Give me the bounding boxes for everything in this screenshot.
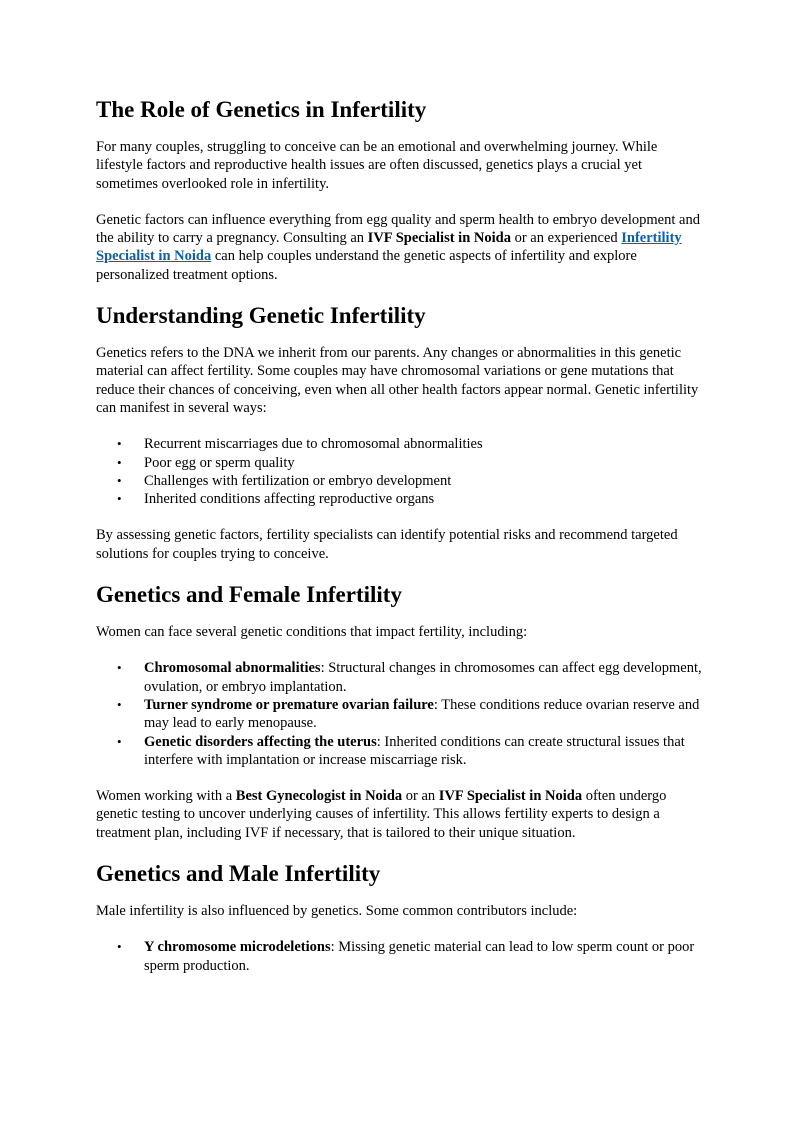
paragraph: For many couples, struggling to conceive can be an emotional and overwhelming journey. While lifestyle factors and reproductive health issues are often discussed, genetics plays a crucial yet sometimes overlooked role in infertility. bbox=[96, 139, 658, 192]
paragraph: Women working with a Best Gynecologist in Noida or an IVF Specialist in Noida often undergo genetic testing to uncover underlying causes of infertility. This allows fertility experts to design a treatment plan, including IVF if necessary, that is tailored to their unique situation. bbox=[96, 788, 667, 841]
paragraph: Genetics refers to the DNA we inherit from our parents. Any changes or abnormalities in this genetic material can affect fertility. Some couples may have chromosomal variations or gene mutations that reduce their chances of conceiving, even when all other health factors appear normal. Genetic infertility can manifest in several ways: bbox=[96, 345, 699, 416]
paragraph-text: Genetic factors can influence everything from egg quality and sperm health to embryo development and the ability to carry a pregnancy. Consulting an bbox=[96, 211, 700, 247]
infertility-specialist-link[interactable]: Infertility Specialist in Noida bbox=[96, 230, 682, 265]
list-item: • Chromosomal abnormalities: Structural changes in chromosomes can affect egg development, ovulation, or embryo implantation. bbox=[117, 660, 702, 695]
list-item: • Y chromosome microdeletions: Missing genetic material can lead to low sperm count or poor sperm production. bbox=[117, 939, 695, 974]
bullet-icon: • bbox=[117, 491, 122, 507]
bullet-icon: • bbox=[117, 660, 122, 676]
bullet-icon: • bbox=[117, 454, 122, 470]
section-heading: Genetics and Male Infertility bbox=[96, 861, 381, 887]
bullet-icon: • bbox=[117, 733, 122, 749]
bold-term: IVF Specialist in Noida bbox=[367, 230, 511, 247]
list-item: • Genetic disorders affecting the uterus: Inherited conditions can create structural issues that interfere with implantation or increase miscarriage risk. bbox=[117, 733, 685, 768]
list-item: • Challenges with fertilization or embryo development bbox=[117, 472, 452, 489]
section-heading: Genetics and Female Infertility bbox=[96, 582, 402, 608]
section-heading: The Role of Genetics in Infertility bbox=[96, 97, 427, 122]
bullet-icon: • bbox=[117, 472, 122, 488]
paragraph-text: or an experienced bbox=[510, 230, 622, 247]
list-item: • Turner syndrome or premature ovarian failure: These conditions reduce ovarian reserve and may lead to early menopause. bbox=[117, 696, 700, 732]
paragraph: By assessing genetic factors, fertility specialists can identify potential risks and recommend targeted solutions for couples trying to conceive. bbox=[96, 527, 678, 562]
paragraph: Male infertility is also influenced by genetics. Some common contributors include: bbox=[96, 903, 578, 920]
section-heading: Understanding Genetic Infertility bbox=[96, 303, 426, 329]
bullet-icon: • bbox=[117, 696, 122, 712]
document-body bbox=[96, 94, 702, 975]
paragraph-text: can help couples understand the genetic aspects of infertility and explore personalized treatment options. bbox=[96, 248, 637, 283]
bullet-icon: • bbox=[117, 436, 122, 452]
bullet-icon: • bbox=[117, 939, 122, 955]
paragraph bbox=[96, 211, 702, 284]
bold-term: Best Gynecologist in Noida bbox=[235, 788, 403, 805]
paragraph: Women can face several genetic conditions that impact fertility, including: bbox=[96, 624, 528, 641]
list-item: • Poor egg or sperm quality bbox=[117, 454, 295, 471]
list-item: • Recurrent miscarriages due to chromosomal abnormalities bbox=[117, 436, 483, 453]
bullet-list bbox=[96, 659, 702, 769]
bullet-list bbox=[96, 938, 702, 975]
list-item: • Inherited conditions affecting reproductive organs bbox=[117, 491, 435, 508]
bold-term: IVF Specialist in Noida bbox=[438, 788, 583, 805]
bullet-list bbox=[96, 435, 702, 508]
